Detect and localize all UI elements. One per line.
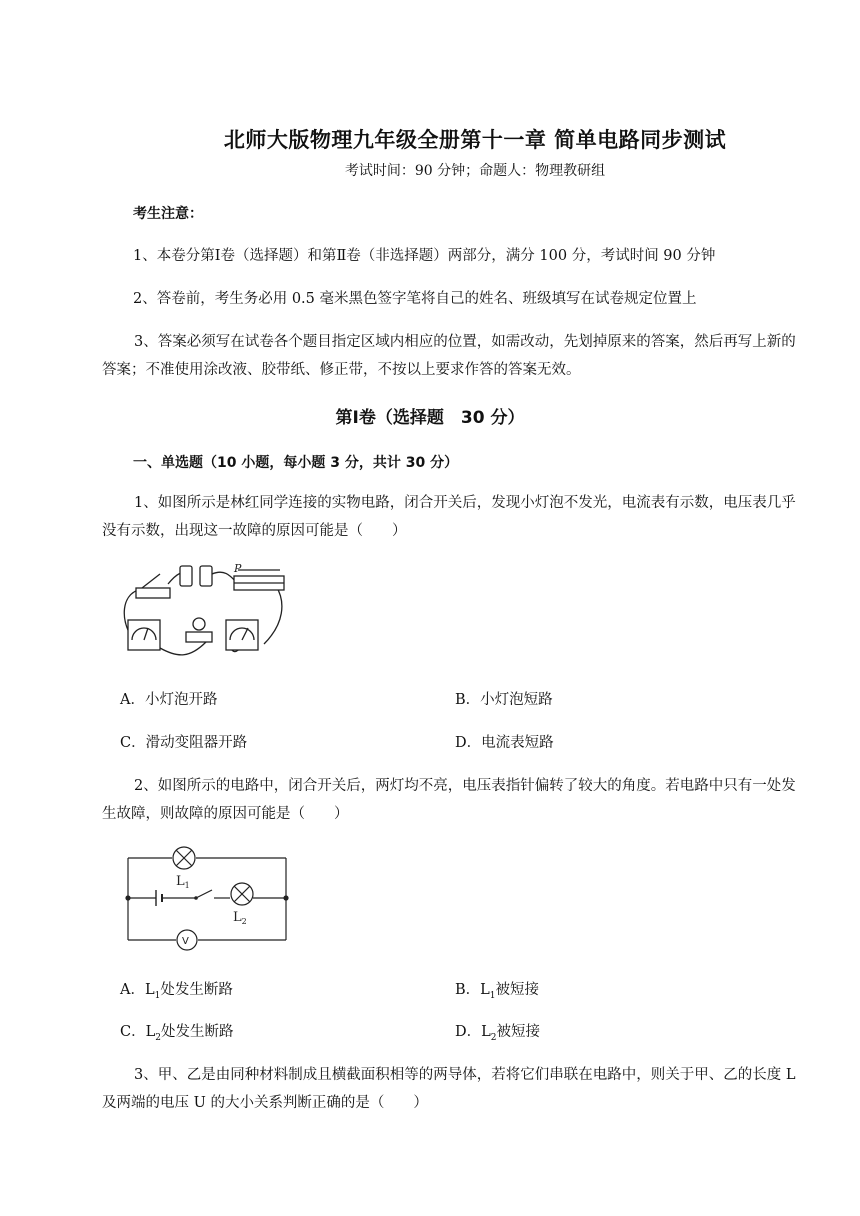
option-b-text: B．L <box>455 982 490 998</box>
option-d-text: D．L <box>455 1024 491 1040</box>
question-1-stem: 1、如图所示是林红同学连接的实物电路，闭合开关后，发现小灯泡不发光，电流表有示数，电压表几乎没有示数，出现这一故障的原因可能是（ ） <box>102 495 796 539</box>
question-2-option-c[interactable] <box>120 1020 233 1043</box>
question-2-option-a[interactable] <box>120 978 233 1001</box>
question-1-option-b[interactable]: B．小灯泡短路 <box>455 692 553 708</box>
page-title: 北师大版物理九年级全册第十一章 简单电路同步测试 <box>223 128 727 152</box>
option-b-subscript: 1 <box>489 990 496 1001</box>
voltmeter-label: V <box>182 936 189 947</box>
option-c-subscript: 2 <box>155 1032 161 1043</box>
question-3-stem: 3、甲、乙是由同种材料制成且横截面积相等的两导体，若将它们串联在电路中，则关于甲、乙的长度 L 及两端的电压 U 的大小关系判断正确的是（ ） <box>102 1067 796 1111</box>
svg-text:L1 <box>176 874 190 890</box>
exam-info: 考试时间：90 分钟；命题人：物理教研组 <box>344 163 606 179</box>
option-c-text-end: 处发生断路 <box>160 1024 234 1040</box>
rheostat-slider-label: P <box>234 562 242 575</box>
notice-heading: 考生注意： <box>133 206 203 222</box>
l2-subscript: 2 <box>241 917 247 926</box>
l1-label: L <box>176 874 185 889</box>
l1-subscript: 1 <box>184 881 190 890</box>
question-2-stem: 2、如图所示的电路中，闭合开关后，两灯均不亮，电压表指针偏转了较大的角度。若电路中只有一处发生故障，则故障的原因可能是（ ） <box>102 778 796 822</box>
notice-item-3: 3、答案必须写在试卷各个题目指定区域内相应的位置，如需改动，先划掉原来的答案，然后再写上新的答案；不准使用涂改液、胶带纸、修正带，不按以上要求作答的答案无效。 <box>102 334 796 378</box>
question-2-circuit-diagram <box>120 842 295 954</box>
question-2-option-d[interactable] <box>455 1020 540 1043</box>
option-b-text-end: 被短接 <box>495 982 540 998</box>
notice-item-2: 2、答卷前，考生务必用 0.5 毫米黑色签字笔将自己的姓名、班级填写在试卷规定位置上 <box>133 291 697 307</box>
question-1-option-d[interactable]: D．电流表短路 <box>455 735 554 751</box>
l2-label: L <box>233 910 242 925</box>
option-a-text-end: 处发生断路 <box>160 982 233 998</box>
option-c-text: C．L <box>120 1024 156 1040</box>
option-a-subscript: 1 <box>154 990 161 1001</box>
option-a-text: A．L <box>120 982 155 998</box>
option-d-subscript: 2 <box>490 1032 497 1043</box>
question-2-option-b[interactable] <box>455 978 539 1001</box>
section-title: 第Ⅰ卷（选择题 30 分） <box>335 408 525 428</box>
question-1-option-c[interactable]: C．滑动变阻器开路 <box>120 735 248 751</box>
question-1-figure <box>116 558 288 664</box>
option-d-text-end: 被短接 <box>496 1024 540 1040</box>
notice-item-1: 1、本卷分第Ⅰ卷（选择题）和第Ⅱ卷（非选择题）两部分，满分 100 分，考试时间 90 分钟 <box>133 248 716 264</box>
svg-text:L2 <box>233 910 247 926</box>
part-title: 一、单选题（10 小题，每小题 3 分，共计 30 分） <box>133 455 459 471</box>
question-1-option-a[interactable]: A．小灯泡开路 <box>120 692 218 708</box>
